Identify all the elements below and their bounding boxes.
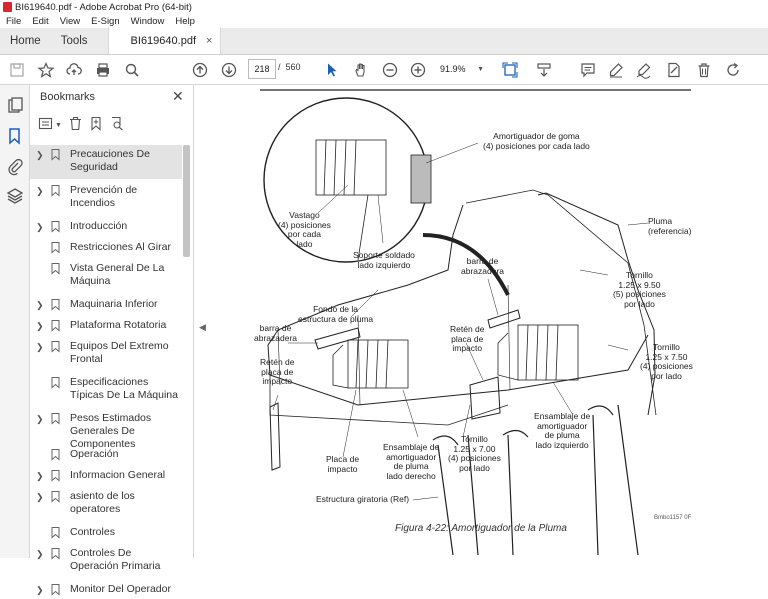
label-boom-reference: Pluma (referencia) <box>648 216 692 236</box>
bookmarks-scrollbar[interactable] <box>183 145 190 257</box>
bookmark-label: Introducción <box>70 220 128 232</box>
menu-view[interactable]: View <box>59 15 81 27</box>
bookmark-icon <box>51 262 62 278</box>
chevron-right-icon[interactable]: ❯ <box>36 300 44 310</box>
chevron-right-icon[interactable]: ❯ <box>36 492 44 502</box>
bookmark-item[interactable] <box>30 337 182 371</box>
zoom-out-icon[interactable] <box>380 60 400 80</box>
fit-page-icon[interactable] <box>500 60 520 80</box>
bookmark-label: Controles <box>70 526 115 538</box>
chevron-right-icon <box>36 241 48 242</box>
bookmarks-panel <box>30 85 194 595</box>
bookmark-icon <box>51 547 62 563</box>
tab-home[interactable]: Home <box>10 34 41 47</box>
bookmark-icon <box>51 412 62 428</box>
bookmark-item[interactable] <box>30 145 182 179</box>
page-thumbnails-icon[interactable] <box>6 97 24 115</box>
label-rod: Vastago (4) posiciones por cada lado <box>278 210 331 249</box>
bookmark-label: asiento de los operatores <box>70 490 135 515</box>
close-tab-icon[interactable]: × <box>206 34 213 47</box>
bookmark-item[interactable] <box>30 259 182 293</box>
chevron-right-icon[interactable]: ❯ <box>36 150 44 160</box>
zoom-dropdown[interactable] <box>436 59 488 79</box>
current-page-input[interactable]: 218 <box>248 59 276 79</box>
navigation-rail <box>0 85 30 558</box>
label-right-bumper-assembly: Ensamblaje de amortiguador de pluma lado derecho <box>383 442 440 481</box>
zoom-value: 91.9% <box>440 64 466 74</box>
chevron-right-icon[interactable]: ❯ <box>36 186 44 196</box>
attachments-icon[interactable] <box>6 157 24 175</box>
acrobat-logo-icon <box>3 2 12 12</box>
menu-window[interactable]: Window <box>130 15 165 27</box>
bookmark-item[interactable] <box>30 544 182 578</box>
upload-cloud-icon[interactable] <box>64 60 84 80</box>
chevron-right-icon <box>36 526 48 527</box>
new-bookmark-icon[interactable] <box>89 116 104 134</box>
bookmarks-title: Bookmarks <box>40 91 96 103</box>
bookmarks-tools <box>38 115 125 135</box>
bookmark-item[interactable] <box>30 181 182 215</box>
bookmark-label: Pesos Estimados Generales De Componentes <box>70 412 152 450</box>
bookmark-label: Precauciones De Seguridad <box>70 148 150 173</box>
bookmark-label: Restricciones Al Girar <box>70 241 171 253</box>
chevron-right-icon[interactable]: ❯ <box>36 222 44 232</box>
chevron-right-icon[interactable]: ❯ <box>36 342 44 352</box>
bookmark-icon <box>51 376 62 392</box>
bookmark-icon <box>51 469 62 485</box>
bookmark-label: Prevención de Incendios <box>70 184 138 209</box>
label-clamp-bar-left: barra de abrazadera <box>254 323 298 343</box>
collapse-panel-icon[interactable]: ◀ <box>199 322 206 332</box>
bookmark-icon <box>51 490 62 506</box>
chevron-right-icon[interactable]: ❯ <box>36 585 44 595</box>
figure-reference: Bmbo1157 0F <box>654 515 692 521</box>
label-rubber-bumper: Amortiguador de goma (4) posiciones por cada lado <box>483 131 590 151</box>
layers-icon[interactable] <box>6 187 24 205</box>
boom-bumper-figure <box>208 85 768 558</box>
bookmark-item[interactable] <box>30 409 182 450</box>
window-title: BI619640.pdf - Adobe Acrobat Pro (64-bit) <box>15 1 192 13</box>
label-left-bumper-assembly: Ensamblaje de amortiguador de pluma lado izquierdo <box>534 411 591 450</box>
menu-bar <box>0 14 768 28</box>
print-icon[interactable] <box>93 60 113 80</box>
bookmark-item[interactable] <box>30 238 182 257</box>
bookmark-label: Plataforma Rotatoria <box>70 319 167 331</box>
chevron-down-icon: ▼ <box>477 65 484 73</box>
delete-icon[interactable] <box>694 60 714 80</box>
signature-icon[interactable] <box>634 60 654 80</box>
chevron-down-icon[interactable]: ▼ <box>55 121 62 129</box>
bookmark-item[interactable] <box>30 580 182 599</box>
bookmark-item[interactable] <box>30 316 182 335</box>
bookmark-icon <box>51 448 62 464</box>
bookmark-label: Operación <box>70 448 119 460</box>
page-count: / 560 <box>278 62 301 72</box>
bookmark-icon <box>51 241 62 257</box>
menu-esign[interactable]: E-Sign <box>91 15 120 27</box>
chevron-right-icon <box>36 448 48 449</box>
bookmark-item[interactable] <box>30 295 182 314</box>
label-welded-support: Soporte soldado lado izquierdo <box>353 250 415 270</box>
label-clamp-bar-right: barra de abrazadera <box>461 256 505 276</box>
chevron-right-icon <box>36 376 48 377</box>
menu-file[interactable]: File <box>6 15 22 27</box>
bookmark-icon <box>51 583 62 599</box>
figure-caption: Figura 4-22: Amortiguador de la Pluma <box>395 523 567 534</box>
chevron-right-icon[interactable]: ❯ <box>36 414 44 424</box>
bookmark-star-icon[interactable] <box>36 60 56 80</box>
bookmark-icon <box>51 340 62 356</box>
edit-pdf-icon[interactable] <box>664 60 684 80</box>
zoom-in-icon[interactable] <box>408 60 428 80</box>
bookmark-icon <box>51 148 62 164</box>
bookmark-label: Controles De Operación Primaria <box>70 547 161 572</box>
label-impact-plate-retainer-right: Retén de placa de impacto <box>450 324 485 353</box>
bookmark-label: Maquinaria Inferior <box>70 298 158 310</box>
bookmark-item[interactable] <box>30 217 182 236</box>
toolbar <box>0 55 768 85</box>
rotate-icon[interactable] <box>723 60 743 80</box>
label-impact-plate: Placa de impacto <box>326 454 360 474</box>
document-viewer[interactable] <box>208 85 768 558</box>
bookmark-icon <box>51 220 62 236</box>
save-icon[interactable] <box>7 60 27 80</box>
bookmark-label: Monitor Del Operador <box>70 583 171 595</box>
tab-document-label: BI619640.pdf <box>130 34 196 47</box>
delete-bookmark-icon[interactable] <box>68 116 83 134</box>
bookmark-icon <box>51 319 62 335</box>
bookmark-item[interactable] <box>30 445 182 464</box>
bookmark-icon <box>51 298 62 314</box>
bookmark-icon <box>51 526 62 542</box>
comment-icon[interactable] <box>578 60 598 80</box>
title-bar <box>0 0 768 14</box>
label-impact-plate-retainer-left: Retén de placa de impacto <box>260 357 295 386</box>
bookmark-label: Equipos Del Extremo Frontal <box>70 340 169 365</box>
tab-bar <box>0 28 768 55</box>
chevron-right-icon[interactable]: ❯ <box>36 321 44 331</box>
label-boom-bottom: Fondo de la estructura de pluma <box>298 304 374 324</box>
label-swing-frame: Estructura giratoria (Ref) <box>316 494 410 504</box>
tab-document[interactable] <box>108 27 222 54</box>
bookmark-label: Vista General De La Máquina <box>70 262 165 287</box>
bookmark-item[interactable] <box>30 487 182 521</box>
next-page-icon[interactable] <box>219 60 239 80</box>
bookmarks-panel-icon[interactable] <box>6 127 24 145</box>
bookmark-icon <box>51 184 62 200</box>
tab-tools[interactable]: Tools <box>60 34 88 47</box>
bookmark-label: Especificaciones Típicas De La Máquina <box>70 376 178 401</box>
bookmark-label: Informacion General <box>70 469 166 481</box>
menu-help[interactable]: Help <box>175 15 195 27</box>
label-bolt-9-50: Tornillo 1.25 x 9.50 (5) posiciones por lado <box>613 270 666 309</box>
bookmark-options-icon[interactable] <box>38 116 53 134</box>
label-bolt-7-00: Tornillo 1.25 x 7.00 (4) posiciones por lado <box>448 434 501 473</box>
chevron-right-icon[interactable]: ❯ <box>36 549 44 559</box>
chevron-right-icon[interactable]: ❯ <box>36 471 44 481</box>
hand-tool-icon[interactable] <box>351 60 371 80</box>
find-bookmark-icon[interactable] <box>110 116 125 134</box>
bookmark-item[interactable] <box>30 466 182 485</box>
highlight-pen-icon[interactable] <box>606 60 626 80</box>
label-bolt-7-50: Tornillo 1.25 x 7.50 (4) posiciones por lado <box>640 342 693 381</box>
previous-page-icon[interactable] <box>190 60 210 80</box>
close-panel-icon[interactable]: ✕ <box>172 88 184 104</box>
bookmark-item[interactable] <box>30 373 182 407</box>
search-icon[interactable] <box>122 60 142 80</box>
chevron-right-icon <box>36 262 48 263</box>
select-cursor-icon[interactable] <box>322 60 342 80</box>
scroll-mode-icon[interactable] <box>534 60 554 80</box>
bookmark-item[interactable] <box>30 523 182 542</box>
menu-edit[interactable]: Edit <box>32 15 49 27</box>
